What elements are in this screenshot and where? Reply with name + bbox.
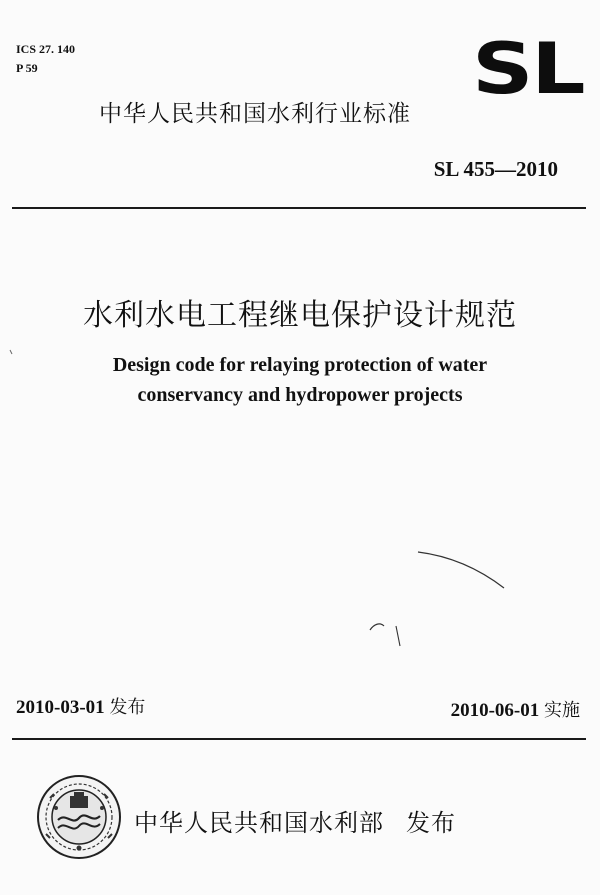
- title-chinese: 水利水电工程继电保护设计规范: [83, 298, 517, 333]
- sl-logo: SL: [472, 28, 584, 110]
- issuer-line: [134, 808, 456, 838]
- effective-date: [451, 699, 580, 723]
- title-english: [0, 350, 600, 410]
- issue-date: [16, 696, 145, 720]
- bottom-divider: [12, 738, 586, 740]
- classification-codes: [16, 40, 75, 78]
- title-english-line-2: conservancy and hydropower projects: [137, 384, 463, 406]
- issuer-name: 中华人民共和国水利部: [134, 809, 384, 837]
- ics-code: ICS 27. 140: [16, 42, 76, 56]
- effective-date-value: 2010-06-01: [450, 700, 540, 721]
- ministry-seal-icon: [36, 774, 122, 860]
- top-divider: [12, 207, 586, 209]
- standard-code: SL 455—2010: [433, 157, 558, 181]
- issue-date-value: 2010-03-01: [16, 697, 105, 718]
- ccs-code: P 59: [16, 61, 38, 75]
- effective-label: 实施: [544, 700, 580, 721]
- issuer-action: 发布: [406, 809, 456, 837]
- title-english-line-1: Design code for relaying protection of water: [112, 354, 488, 376]
- standard-type: 中华人民共和国水利行业标准: [99, 101, 411, 127]
- issue-label: 发布: [109, 697, 146, 718]
